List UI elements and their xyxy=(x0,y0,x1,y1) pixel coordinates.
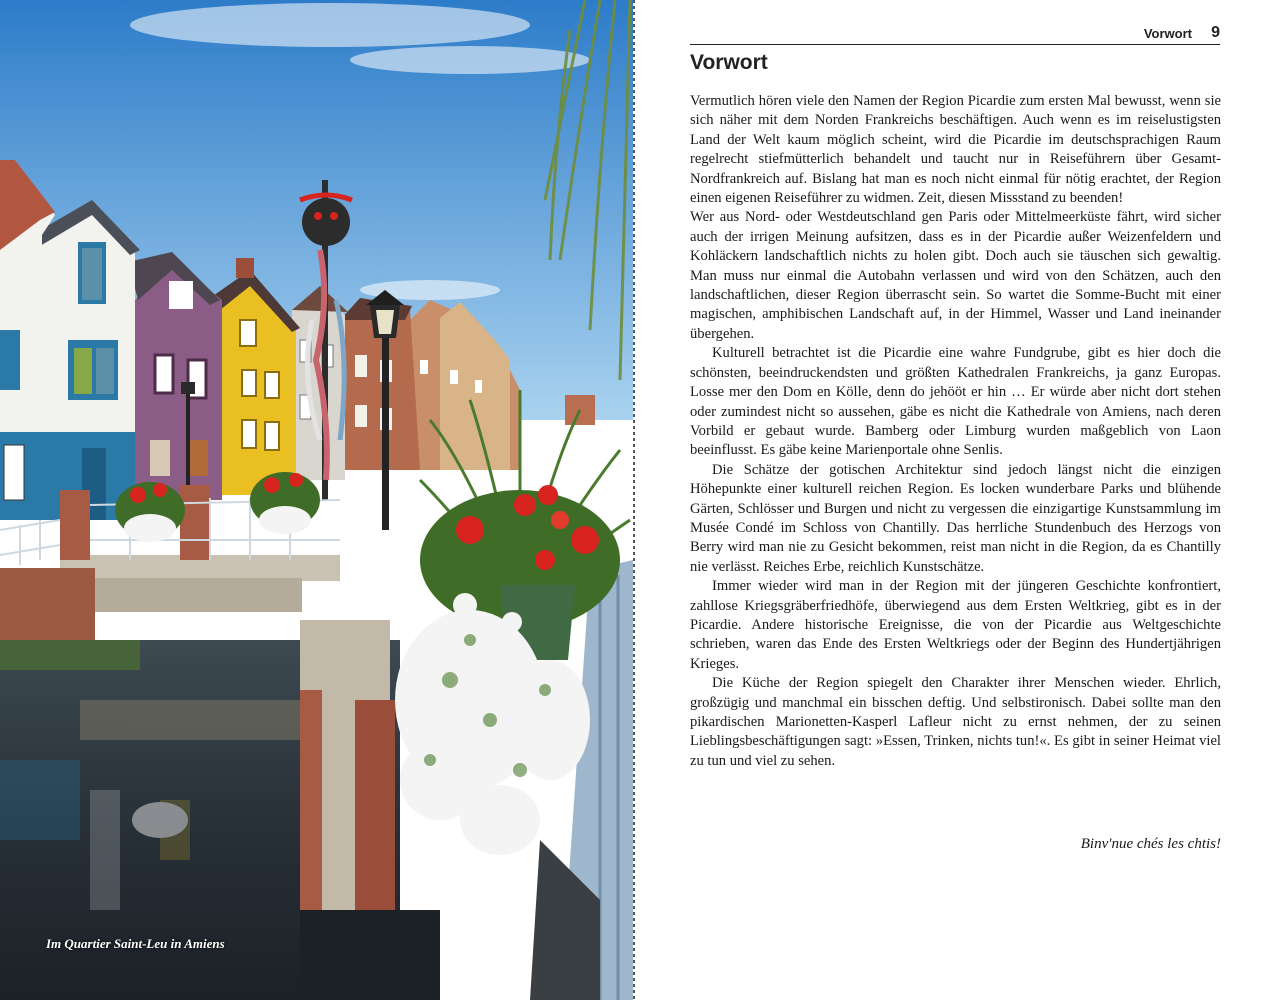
paragraph: Vermutlich hören viele den Namen der Region Picardie zum ersten Mal bewusst, wenn sie sich näher mit dem Norden Frankreichs beschäftigen. Auch wenn es im reiselustigsten Land der Welt kaum möglich scheint, wird die Picardie im deutschsprachigen Raum regelrecht stiefmütterlich behandelt und taucht nur in Reiseführern über Gesamt-Nordfrankreich auf. Bislang hat man es noch nicht einmal für nötig erachtet, der Region einen eigenen Reiseführer zu widmen. Zeit, diesen Missstand zu beenden! xyxy=(690,93,1221,207)
chapter-heading: Vorwort xyxy=(690,51,768,74)
purple-house xyxy=(128,252,222,500)
closing-line: Binv'nue chés les chtis! xyxy=(1080,836,1221,852)
paragraph: Kulturell betrachtet ist die Picardie eine wahre Fundgrube, gibt es hier doch die schönsten, beeindruckendsten und größten Kathedralen Frankreichs, ja ganz Europas. Losse mer den Dom en Kölle, denn do jehööt er hin … Er würde aber nicht dort stehen oder zumindest nicht so aussehen, gäbe es nicht die Kathedrale von Amiens, nach deren Vorbild er gebaut wurde. Bamberg oder Limburg wurden maßgeblich von Laon beeinflusst. Es gäbe keine Marienportale ohne Senlis. xyxy=(690,345,1221,459)
paragraph: Die Küche der Region spiegelt den Charakter ihrer Menschen wieder. Ehrlich, großzügig und manchmal ein bisschen deftig. Und selbstironisch. Dabei sollte man den pikardischen Marionetten-Kasperl Lafleur nicht zu ernst nehmen, der zu seinen Lieblingsbeschäftigungen sagt: »Essen, Trinken, nichts tun!«. Es gibt in seiner Heimat viel zu tun und viel zu sehen. xyxy=(690,675,1221,769)
photo-caption: Im Quartier Saint-Leu in Amiens xyxy=(46,936,225,951)
paragraph: Immer wieder wird man in der Region mit der jüngeren Geschichte konfrontiert, zahllose Kriegsgräberfriedhöfe, überwiegend aus dem Ersten Weltkrieg, gibt es in der Picardie. Andere historische Ereignisse, die von der Picardie aus Weltgeschichte schrieben, waren das Ende des Ersten Weltkriegs oder der Beginn des Hundertjährigen Krieges. xyxy=(690,578,1221,672)
canal-bank xyxy=(0,640,140,670)
white-blue-house xyxy=(30,200,140,520)
paragraph: Die Schätze der gotischen Architektur sind jedoch längst nicht die einzigen Höhepunkte einer kulturell reichen Region. Es locken wunderbare Parks und blühende Gärten, Schlösser und Burgen und nicht zu vergessen die einzigartige Kunstsammlung im Musée Condé im Schloss von Chantilly. Das herrliche Stundenbuch des Herzogs von Berry wird man nie zu Gesicht bekommen, reist man nicht in die Region, da es Chantilly nie verlässt. Reiches Erbe, reichlich Kunstschätze. xyxy=(690,461,1221,575)
running-head xyxy=(690,25,1220,45)
paragraph: Wer aus Nord- oder Westdeutschland gen Paris oder Mittelmeerküste fährt, wird sicher auch der irrigen Meinung aufsitzen, dass es in der Picardie außer Weizenfeldern und Kohläckern landschaftlich nichts zu holen gibt. Doch auch sie täuschen sich gewaltig. Man muss nur einmal die Autobahn verlassen und wird von den Schätzen, auch den landschaftlichen, dieser Region überrascht sein. So wartet die Somme-Bucht mit einer magischen, amphibischen Landschaft auf, in der Himmel, Wasser und Land ineinander übergehen. xyxy=(690,209,1221,342)
page-number: 9 xyxy=(1211,24,1220,41)
page-gutter xyxy=(633,0,635,1000)
running-title: Vorwort xyxy=(1143,26,1192,41)
body-text xyxy=(690,92,1221,771)
